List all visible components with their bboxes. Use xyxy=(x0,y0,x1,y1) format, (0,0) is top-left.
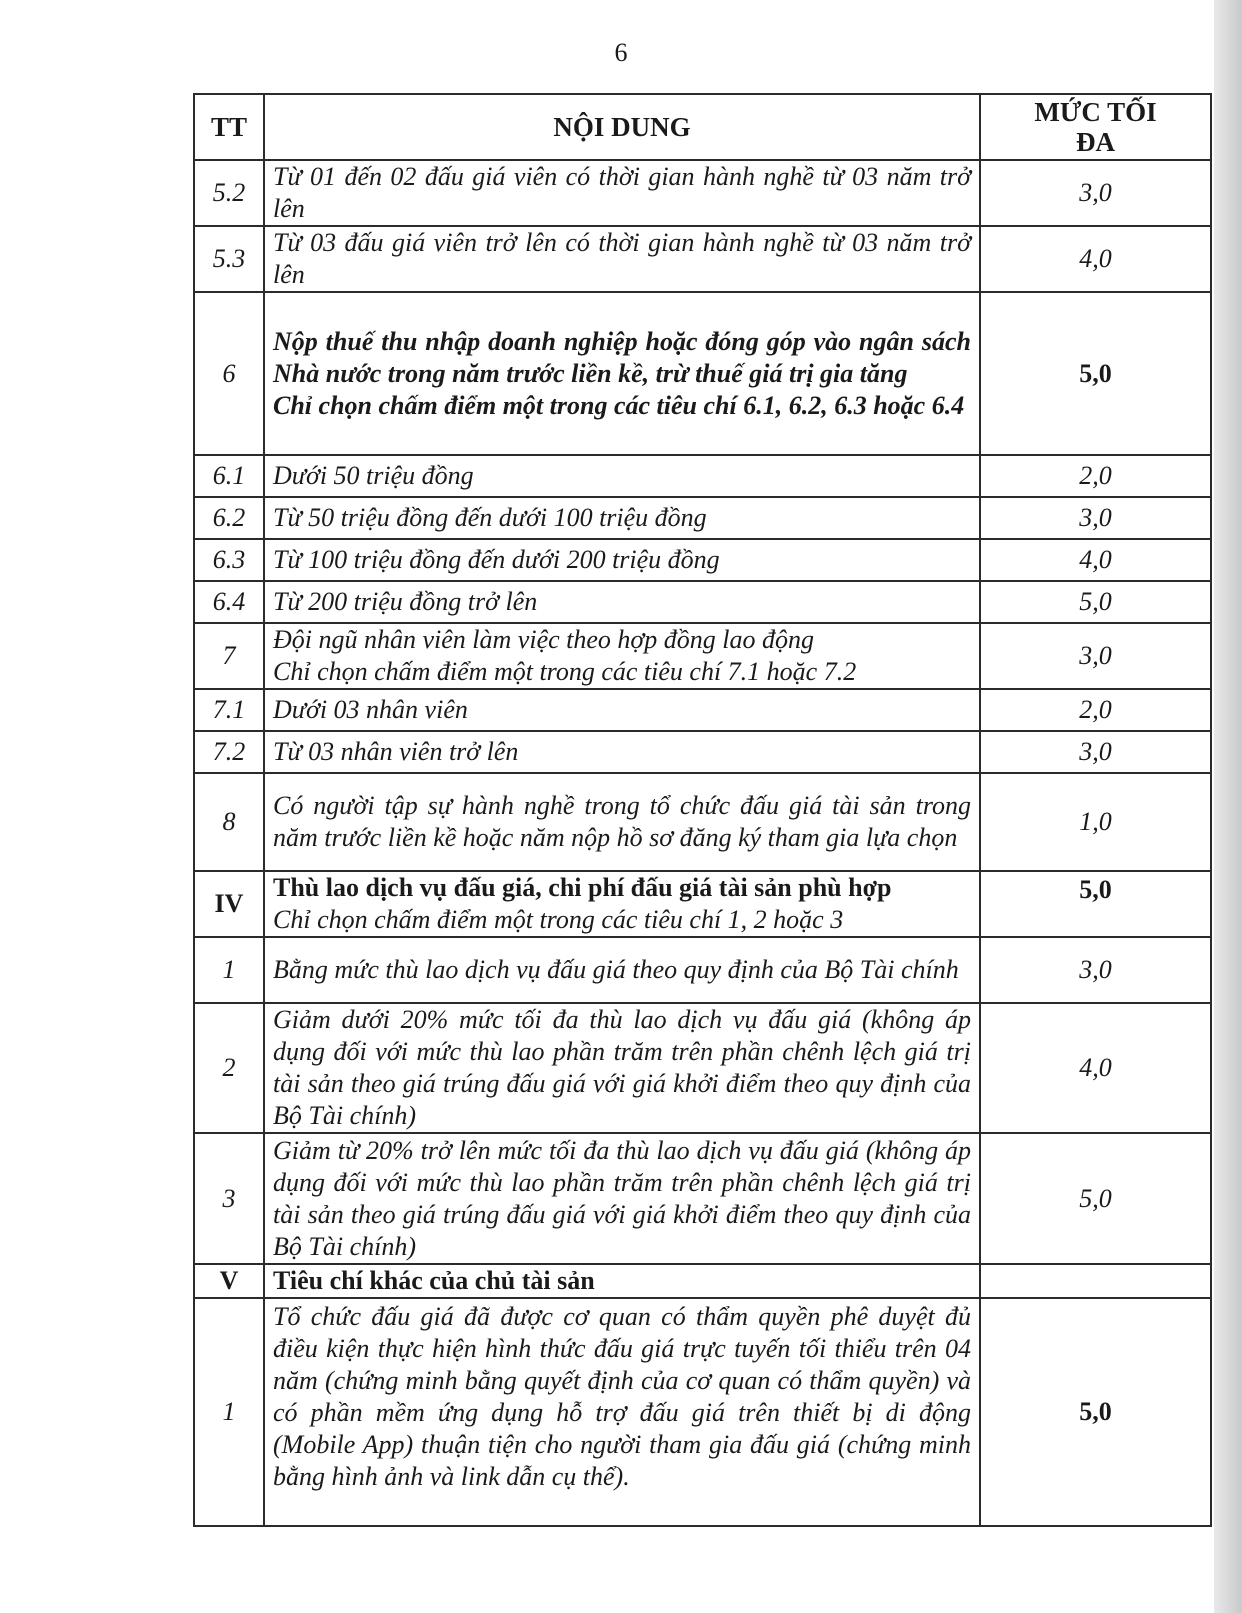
row-tt: 3 xyxy=(194,1133,264,1264)
table-row xyxy=(194,1298,1211,1526)
table-row xyxy=(194,1003,1211,1133)
row-content xyxy=(264,623,980,689)
row-content: Tiêu chí khác của chủ tài sản xyxy=(264,1264,980,1298)
row-max-score: 5,0 xyxy=(980,1133,1211,1264)
table-row xyxy=(194,1264,1211,1298)
row-content: Dưới 50 triệu đồng xyxy=(264,455,980,497)
row-tt: 7.2 xyxy=(194,731,264,773)
row-max-score: 3,0 xyxy=(980,731,1211,773)
row-max-score: 1,0 xyxy=(980,773,1211,871)
row-content-instruction: Chỉ chọn chấm điểm một trong các tiêu chí 6.1, 6.2, 6.3 hoặc 6.4 xyxy=(273,390,965,420)
row-tt: 1 xyxy=(194,937,264,1003)
row-tt: 6.2 xyxy=(194,497,264,539)
row-content: Từ 100 triệu đồng đến dưới 200 triệu đồng xyxy=(264,539,980,581)
header-content: NỘI DUNG xyxy=(264,94,980,160)
row-tt: 7 xyxy=(194,623,264,689)
row-content: Bằng mức thù lao dịch vụ đấu giá theo quy định của Bộ Tài chính xyxy=(264,937,980,1003)
row-max-score: 2,0 xyxy=(980,689,1211,731)
page-number: 6 xyxy=(614,38,628,67)
table-row xyxy=(194,773,1211,871)
table-row xyxy=(194,1133,1211,1264)
row-content-title: Thù lao dịch vụ đấu giá, chi phí đấu giá tài sản phù hợp xyxy=(273,873,892,902)
row-max-score: 3,0 xyxy=(980,497,1211,539)
row-tt: IV xyxy=(194,871,264,937)
row-max-score: 3,0 xyxy=(980,937,1211,1003)
table-row xyxy=(194,539,1211,581)
row-content xyxy=(264,292,980,455)
row-content: Có người tập sự hành nghề trong tổ chức đấu giá tài sản trong năm trước liền kề hoặc năm nộp hồ sơ đăng ký tham gia lựa chọn xyxy=(264,773,980,871)
row-tt: 6 xyxy=(194,292,264,455)
table-row xyxy=(194,731,1211,773)
table-header-row xyxy=(194,94,1211,160)
row-max-score: 5,0 xyxy=(980,1298,1211,1526)
row-content: Giảm dưới 20% mức tối đa thù lao dịch vụ đấu giá (không áp dụng đối với mức thù lao phần trăm trên phần chênh lệch giá trị tài sản theo giá trúng đấu giá với giá khởi điểm theo quy định của Bộ Tài chính) xyxy=(264,1003,980,1133)
row-max-score: 5,0 xyxy=(980,871,1211,937)
table-row xyxy=(194,160,1211,226)
row-tt: 7.1 xyxy=(194,689,264,731)
row-content-title: Nộp thuế thu nhập doanh nghiệp hoặc đóng góp vào ngân sách Nhà nước trong năm trước liền kề, trừ thuế giá trị gia tăng xyxy=(273,326,971,388)
row-tt: 6.3 xyxy=(194,539,264,581)
row-content-instruction: Chỉ chọn chấm điểm một trong các tiêu chí 1, 2 hoặc 3 xyxy=(273,905,844,934)
row-tt: 5.2 xyxy=(194,160,264,226)
row-content: Tổ chức đấu giá đã được cơ quan có thẩm quyền phê duyệt đủ điều kiện thực hiện hình thức đấu giá trực tuyến tối thiểu trên 04 năm (chứng minh bằng quyết định của cơ quan có thẩm quyền) và có phần mềm ứng dụng hỗ trợ đấu giá trên thiết bị di động (Mobile App) thuận tiện cho người tham gia đấu giá (chứng minh bằng hình ảnh và link dẫn cụ thể). xyxy=(264,1298,980,1526)
table-row xyxy=(194,623,1211,689)
table-row xyxy=(194,937,1211,1003)
row-content: Từ 03 đấu giá viên trở lên có thời gian hành nghề từ 03 năm trở lên xyxy=(264,226,980,292)
row-max-score: 4,0 xyxy=(980,226,1211,292)
header-max-score xyxy=(980,94,1211,160)
row-max-score: 4,0 xyxy=(980,1003,1211,1133)
row-tt: 5.3 xyxy=(194,226,264,292)
page-edge-shadow xyxy=(1214,0,1242,1613)
table-row xyxy=(194,689,1211,731)
table-row xyxy=(194,581,1211,623)
table-row xyxy=(194,292,1211,455)
table-row xyxy=(194,455,1211,497)
row-tt: 2 xyxy=(194,1003,264,1133)
row-max-score: 2,0 xyxy=(980,455,1211,497)
row-max-score: 5,0 xyxy=(980,292,1211,455)
row-max-score: 4,0 xyxy=(980,539,1211,581)
row-tt: V xyxy=(194,1264,264,1298)
table-row xyxy=(194,226,1211,292)
row-max-score: 3,0 xyxy=(980,623,1211,689)
row-tt: 6.1 xyxy=(194,455,264,497)
row-content-instruction: Chỉ chọn chấm điểm một trong các tiêu chí 7.1 hoặc 7.2 xyxy=(273,657,857,686)
row-content: Giảm từ 20% trở lên mức tối đa thù lao dịch vụ đấu giá (không áp dụng đối với mức thù lao phần trăm trên phần chênh lệch giá trị tài sản theo giá trúng đấu giá với giá khởi điểm theo quy định của Bộ Tài chính) xyxy=(264,1133,980,1264)
row-max-score xyxy=(980,1264,1211,1298)
row-content xyxy=(264,871,980,937)
header-tt: TT xyxy=(194,94,264,160)
header-max-line-1: MỨC TỐI xyxy=(1034,97,1157,127)
table-row xyxy=(194,497,1211,539)
criteria-table xyxy=(193,93,1212,1527)
row-max-score: 3,0 xyxy=(980,160,1211,226)
header-max-line-2: ĐA xyxy=(1076,127,1115,157)
row-max-score: 5,0 xyxy=(980,581,1211,623)
row-content: Từ 50 triệu đồng đến dưới 100 triệu đồng xyxy=(264,497,980,539)
row-content-title: Đội ngũ nhân viên làm việc theo hợp đồng lao động xyxy=(273,625,815,654)
row-content: Từ 03 nhân viên trở lên xyxy=(264,731,980,773)
row-tt: 8 xyxy=(194,773,264,871)
row-content: Từ 200 triệu đồng trở lên xyxy=(264,581,980,623)
row-tt: 6.4 xyxy=(194,581,264,623)
table-row xyxy=(194,871,1211,937)
row-content: Dưới 03 nhân viên xyxy=(264,689,980,731)
row-tt: 1 xyxy=(194,1298,264,1526)
row-content: Từ 01 đến 02 đấu giá viên có thời gian hành nghề từ 03 năm trở lên xyxy=(264,160,980,226)
